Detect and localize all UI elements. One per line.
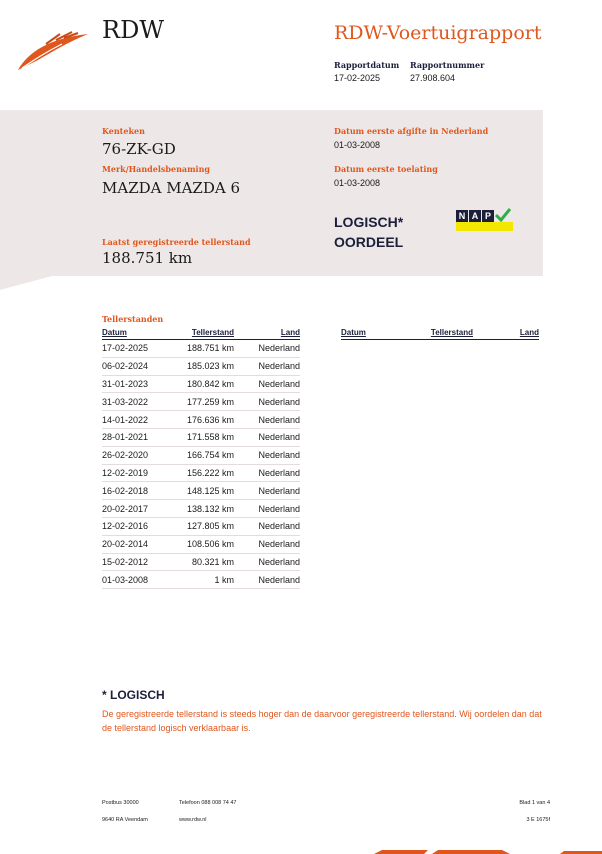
reading-row — [102, 500, 300, 518]
reading-date: 14-01-2022 — [102, 411, 170, 429]
reading-row — [102, 535, 300, 553]
reading-km: 171.558 km — [170, 428, 234, 446]
reading-km: 1 km — [170, 571, 234, 589]
first-nl-label: Datum eerste afgifte in Nederland — [334, 126, 489, 136]
footer-code: 3 E 1675f — [526, 817, 550, 823]
reading-country: Nederland — [234, 535, 300, 553]
check-icon — [495, 208, 511, 222]
reading-km: 185.023 km — [170, 357, 234, 375]
reading-km: 180.842 km — [170, 375, 234, 393]
verdict-line2: OORDEEL — [334, 234, 404, 250]
note-text: De geregistreerde tellerstand is steeds hoger dan de daarvoor geregistreerde tellerstand. Wij oordelen dan dat de tellerstand logisch verklaarbaar is. — [102, 709, 542, 733]
reading-km: 188.751 km — [170, 340, 234, 358]
reading-row — [102, 464, 300, 482]
make-value: MAZDA MAZDA 6 — [102, 179, 241, 197]
reading-date: 12-02-2016 — [102, 517, 170, 535]
reading-km: 148.125 km — [170, 482, 234, 500]
reading-country: Nederland — [234, 411, 300, 429]
reading-country: Nederland — [234, 357, 300, 375]
report-number-label: Rapportnummer — [410, 60, 485, 70]
reading-row — [102, 340, 300, 358]
footer-web[interactable]: www.rdw.nl — [179, 817, 207, 823]
reading-row — [102, 375, 300, 393]
col-header-reading: Tellerstand — [170, 328, 234, 340]
reading-date: 06-02-2024 — [102, 357, 170, 375]
nap-letter-a: A — [469, 210, 481, 222]
reading-date: 17-02-2025 — [102, 340, 170, 358]
report-date-label: Rapportdatum — [334, 60, 400, 70]
reading-country: Nederland — [234, 500, 300, 518]
note-title: * LOGISCH — [102, 688, 165, 702]
reading-country: Nederland — [234, 464, 300, 482]
reading-date: 31-01-2023 — [102, 375, 170, 393]
footer-address2: 9640 RA Veendam — [102, 817, 148, 823]
readings-title: Tellerstanden — [102, 314, 164, 324]
readings-table-left — [102, 328, 300, 589]
brand-name: RDW — [102, 16, 164, 44]
odometer-value: 188.751 km — [102, 249, 193, 267]
reading-country: Nederland — [234, 571, 300, 589]
col-header-country: Land — [234, 328, 300, 340]
reading-km: 156.222 km — [170, 464, 234, 482]
report-title: RDW-Voertuigrapport — [334, 22, 542, 44]
decorative-stripes — [370, 844, 602, 854]
odometer-label: Laatst geregistreerde tellerstand — [102, 237, 251, 247]
reading-row — [102, 357, 300, 375]
reading-date: 31-03-2022 — [102, 393, 170, 411]
reading-date: 16-02-2018 — [102, 482, 170, 500]
reading-date: 26-02-2020 — [102, 446, 170, 464]
reading-row — [102, 482, 300, 500]
reading-date: 20-02-2014 — [102, 535, 170, 553]
first-nl-value: 01-03-2008 — [334, 140, 381, 150]
first-admission-value: 01-03-2008 — [334, 178, 381, 188]
reading-country: Nederland — [234, 340, 300, 358]
first-admission-label: Datum eerste toelating — [334, 164, 438, 174]
plate-value: 76-ZK-GD — [102, 140, 176, 158]
col-header-country-2: Land — [473, 328, 539, 340]
rdw-logo-icon — [16, 30, 90, 72]
col-header-reading-2: Tellerstand — [409, 328, 473, 340]
reading-date: 15-02-2012 — [102, 553, 170, 571]
footer-phone: Telefoon 088 008 74 47 — [179, 800, 237, 806]
make-label: Merk/Handelsbenaming — [102, 164, 211, 174]
reading-date: 12-02-2019 — [102, 464, 170, 482]
reading-date: 28-01-2021 — [102, 428, 170, 446]
reading-country: Nederland — [234, 393, 300, 411]
reading-row — [102, 428, 300, 446]
reading-date: 01-03-2008 — [102, 571, 170, 589]
col-header-date: Datum — [102, 328, 170, 340]
footer-page: Blad 1 van 4 — [519, 800, 550, 806]
plate-label: Kenteken — [102, 126, 145, 136]
col-header-date-2: Datum — [341, 328, 409, 340]
reading-row — [102, 517, 300, 535]
footer-address1: Postbus 30000 — [102, 800, 139, 806]
reading-km: 176.636 km — [170, 411, 234, 429]
reading-km: 80.321 km — [170, 553, 234, 571]
readings-table-right — [341, 328, 539, 340]
reading-row — [102, 393, 300, 411]
reading-km: 166.754 km — [170, 446, 234, 464]
reading-row — [102, 446, 300, 464]
reading-country: Nederland — [234, 375, 300, 393]
reading-country: Nederland — [234, 482, 300, 500]
nap-underline — [456, 222, 513, 231]
reading-date: 20-02-2017 — [102, 500, 170, 518]
reading-km: 108.506 km — [170, 535, 234, 553]
reading-country: Nederland — [234, 517, 300, 535]
nap-letter-n: N — [456, 210, 468, 222]
reading-country: Nederland — [234, 428, 300, 446]
reading-km: 177.259 km — [170, 393, 234, 411]
reading-country: Nederland — [234, 446, 300, 464]
band-corner — [0, 276, 52, 290]
reading-km: 138.132 km — [170, 500, 234, 518]
report-date: 17-02-2025 — [334, 73, 381, 83]
nap-badge — [456, 210, 513, 231]
reading-row — [102, 411, 300, 429]
reading-row — [102, 571, 300, 589]
verdict — [334, 212, 403, 252]
reading-row — [102, 553, 300, 571]
reading-km: 127.805 km — [170, 517, 234, 535]
nap-letter-p: P — [482, 210, 494, 222]
report-number: 27.908.604 — [410, 73, 456, 83]
reading-country: Nederland — [234, 553, 300, 571]
verdict-line1: LOGISCH* — [334, 214, 404, 230]
